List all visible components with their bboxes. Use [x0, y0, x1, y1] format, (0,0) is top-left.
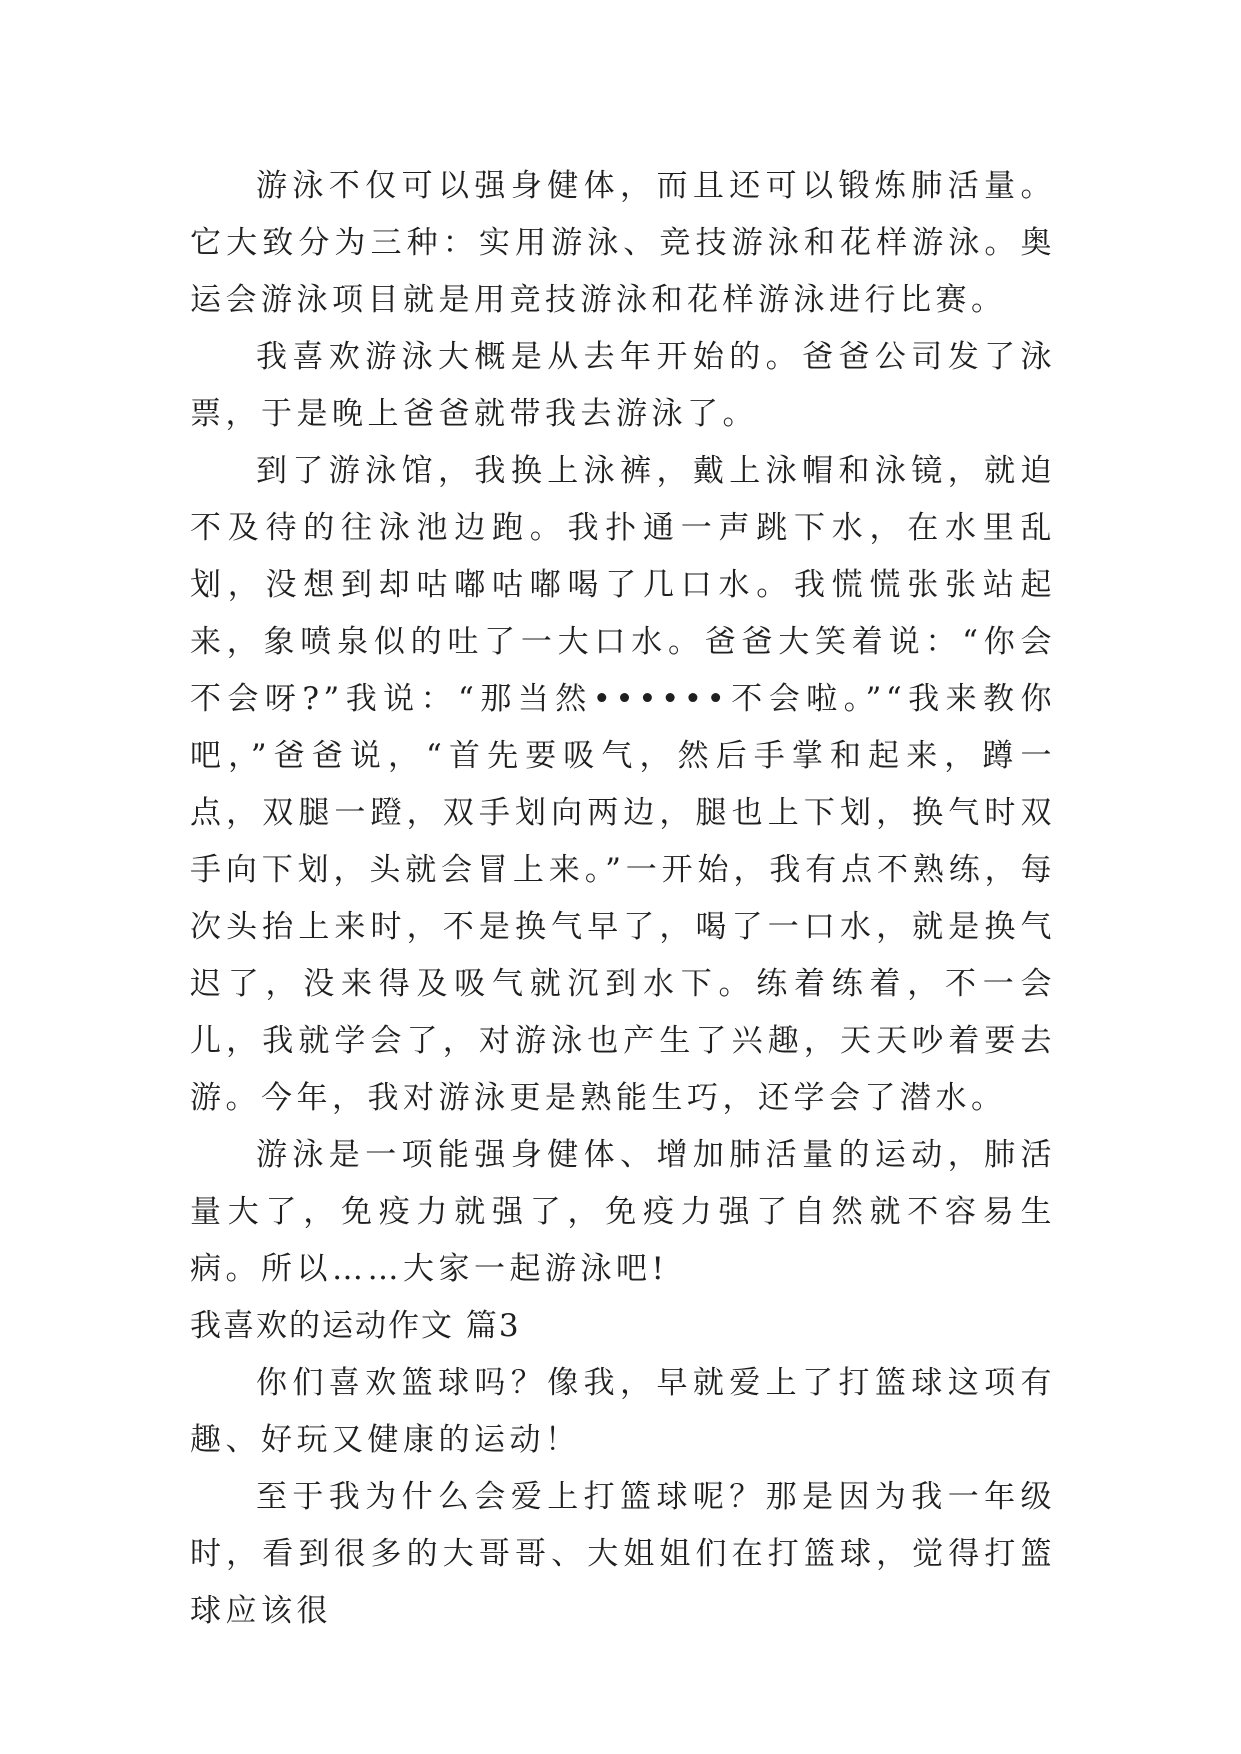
section-heading: 我喜欢的运动作文 篇3 — [190, 1308, 521, 1344]
paragraph-basketball-intro: 你们喜欢篮球吗？像我，早就爱上了打篮球这项有趣、好玩又健康的运动！ — [190, 1365, 1056, 1458]
paragraph-swimming-conclusion: 游泳是一项能强身健体、增加肺活量的运动，肺活量大了，免疫力就强了，免疫力强了自然就不容易生病。所以……大家一起游泳吧! — [190, 1137, 1056, 1287]
paragraph-swimming-intro: 游泳不仅可以强身健体，而且还可以锻炼肺活量。它大致分为三种：实用游泳、竞技游泳和花样游泳。奥运会游泳项目就是用竞技游泳和花样游泳进行比赛。 — [190, 168, 1056, 318]
paragraph-swimming-start: 我喜欢游泳大概是从去年开始的。爸爸公司发了泳票，于是晚上爸爸就带我去游泳了。 — [190, 339, 1056, 432]
paragraph-basketball-reason: 至于我为什么会爱上打篮球呢？那是因为我一年级时，看到很多的大哥哥、大姐姐们在打篮球，觉得打篮球应该很 — [190, 1479, 1056, 1629]
document-body — [190, 158, 1056, 1640]
paragraph-swimming-story: 到了游泳馆，我换上泳裤，戴上泳帽和泳镜，就迫不及待的往泳池边跑。我扑通一声跳下水，在水里乱划，没想到却咕嘟咕嘟喝了几口水。我慌慌张张站起来，象喷泉似的吐了一大口水。爸爸大笑着说：“你会不会呀?”我说：“那当然••••••不会啦。”“我来教你吧，”爸爸说，“首先要吸气，然后手掌和起来，蹲一点，双腿一蹬，双手划向两边，腿也上下划，换气时双手向下划，头就会冒上来。”一开始，我有点不熟练，每次头抬上来时，不是换气早了，喝了一口水，就是换气迟了，没来得及吸气就沉到水下。练着练着，不一会儿，我就学会了，对游泳也产生了兴趣，天天吵着要去游。今年，我对游泳更是熟能生巧，还学会了潜水。 — [190, 453, 1056, 1116]
